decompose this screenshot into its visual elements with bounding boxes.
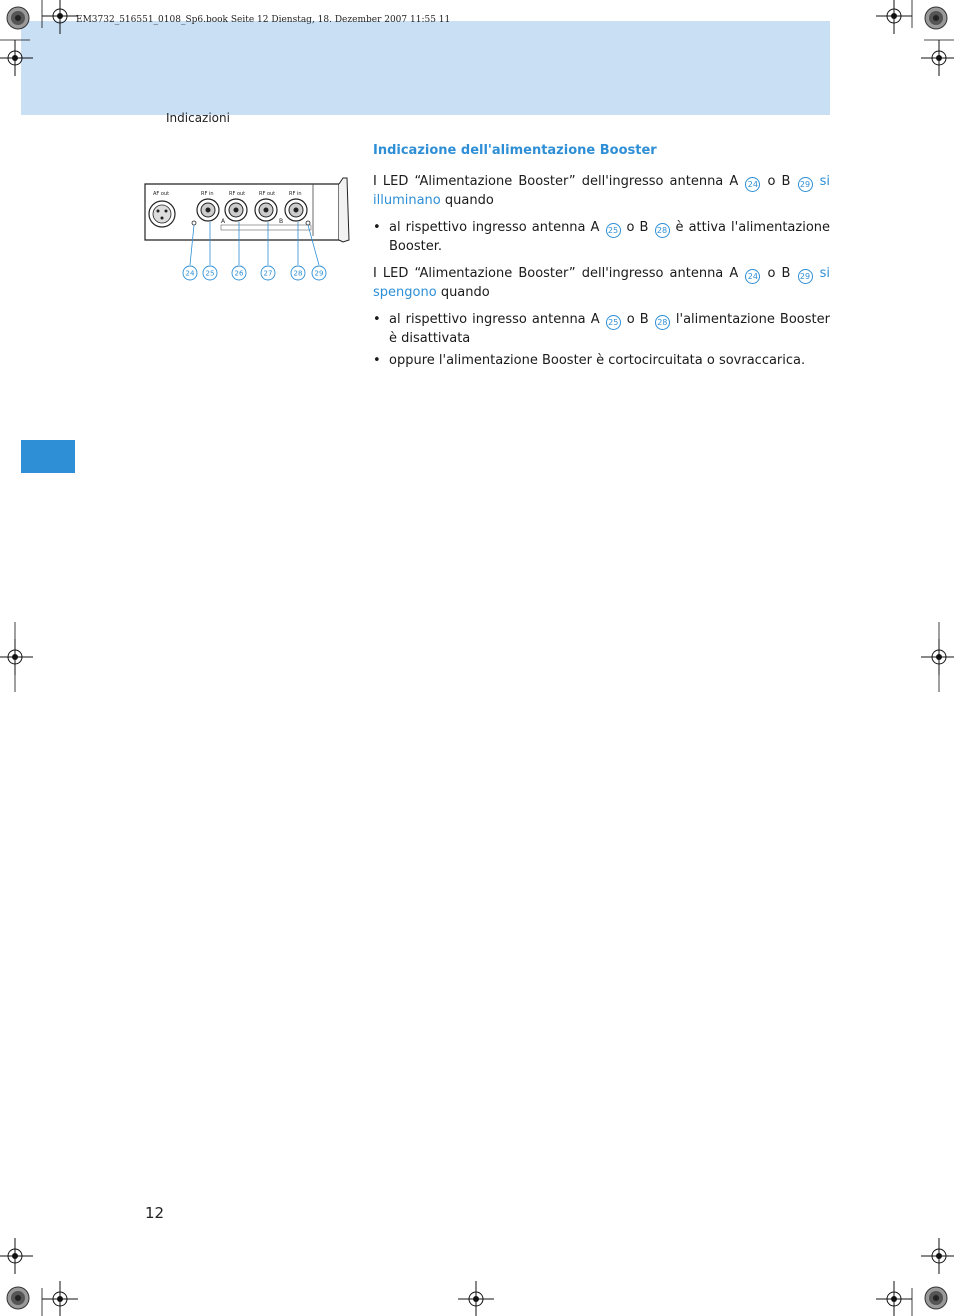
bullet-text: o B	[626, 220, 649, 235]
callout-29: 29	[314, 269, 324, 278]
ref-marker: 28	[655, 223, 670, 238]
para2-lead: I LED “Alimentazione Booster” dell'ingresso antenna A	[373, 266, 739, 281]
rf-in-label-b: RF in	[289, 191, 302, 197]
port-a-label: A	[221, 218, 226, 225]
ref-marker: 29	[798, 269, 813, 284]
bullet-text: al rispettivo ingresso antenna A	[389, 220, 600, 235]
rf-in-label-a: RF in	[201, 191, 214, 197]
rf-out-label-b: RF out	[259, 191, 276, 197]
ref-marker: 28	[655, 315, 670, 330]
para2-mid: o B	[767, 266, 791, 281]
callout-27: 27	[263, 269, 273, 278]
para2-tail: quando	[440, 285, 490, 300]
callout-26: 26	[234, 269, 244, 278]
para1-tail: quando	[444, 193, 494, 208]
callout-25: 25	[205, 269, 215, 278]
af-out-label: AF out	[153, 191, 170, 197]
content-heading: Indicazione dell'alimentazione Booster	[373, 143, 657, 158]
ref-marker: 24	[745, 177, 760, 192]
bullet-text: oppure l'alimentazione Booster è cortocircuitata o sovraccarica.	[389, 353, 806, 368]
port-b-label: B	[279, 218, 284, 225]
section-title: Indicazioni	[166, 111, 230, 125]
bullet-text: o B	[626, 312, 649, 327]
para1-lead: I LED “Alimentazione Booster” dell'ingresso antenna A	[373, 174, 739, 189]
para1-highlight: si illuminano	[373, 174, 830, 208]
rf-out-label-a: RF out	[229, 191, 246, 197]
ref-marker: 24	[745, 269, 760, 284]
callout-28: 28	[293, 269, 303, 278]
bullet-text: al rispettivo ingresso antenna A	[389, 312, 600, 327]
ref-marker: 25	[606, 223, 621, 238]
para1-mid: o B	[767, 174, 791, 189]
ref-marker: 25	[606, 315, 621, 330]
page-number: 12	[145, 1204, 165, 1222]
bullet-text: è attiva l'alimentazione Booster.	[389, 220, 831, 254]
ref-marker: 29	[798, 177, 813, 192]
callout-24: 24	[185, 269, 195, 278]
bullet-text: l'alimentazione Booster è disattivata	[389, 312, 830, 346]
print-slug: EM3732_516551_0108_Sp6.book Seite 12 Dienstag, 18. Dezember 2007 11:55 11	[76, 15, 451, 25]
para2-highlight: si spengono	[373, 266, 830, 300]
